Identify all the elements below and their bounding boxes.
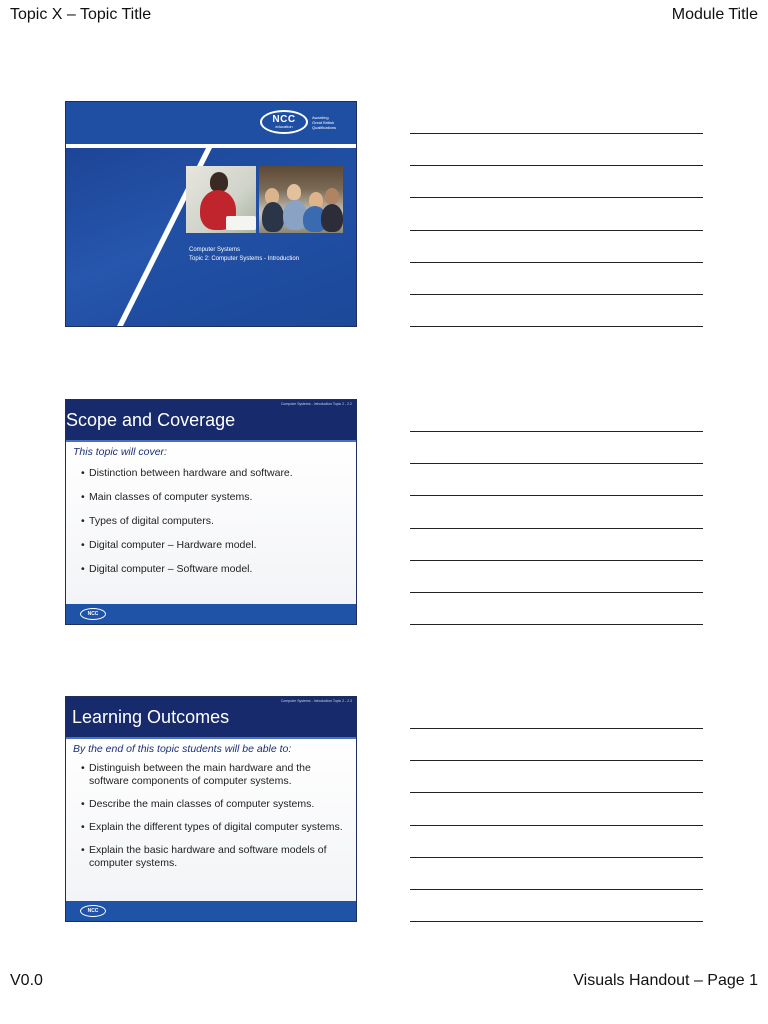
ncc-logo-oval	[260, 110, 308, 134]
ncc-footer-logo: NCC	[80, 608, 106, 620]
slide-title: Scope and Coverage	[66, 410, 236, 430]
note-line	[410, 792, 703, 793]
slide-title-thumbnail	[65, 101, 357, 327]
slide-body	[66, 739, 356, 901]
note-line	[410, 592, 703, 593]
slide-header	[66, 400, 356, 440]
bullet-item: • Explain the basic hardware and software models of computer systems.	[73, 844, 350, 870]
note-line	[410, 889, 703, 890]
ncc-logo-tagline	[312, 115, 342, 130]
header-module-title: Module Title	[671, 6, 758, 23]
slide-title: Learning Outcomes	[72, 707, 230, 727]
note-line	[410, 165, 703, 166]
note-line	[410, 463, 703, 464]
bullet-item: • Types of digital computers.	[73, 515, 350, 528]
slide-small-header: Computer Systems - Introduction Topic 2 - 2.2	[280, 402, 352, 406]
note-line	[410, 825, 703, 826]
bullet-item: • Distinction between hardware and software.	[73, 467, 350, 480]
tagline-line: Great British	[312, 119, 335, 125]
bullet-item: • Distinguish between the main hardware and the software components of computer systems.	[73, 762, 350, 788]
footer-page-label: Visuals Handout – Page 1	[573, 972, 758, 989]
header-topic-title: Topic X – Topic Title	[10, 6, 152, 23]
slide-footer	[66, 901, 356, 921]
slide-body	[66, 442, 356, 604]
bullet-item: • Digital computer – Hardware model.	[73, 539, 350, 552]
note-line	[410, 921, 703, 922]
note-line	[410, 495, 703, 496]
bullet-item: • Digital computer – Software model.	[73, 563, 350, 576]
slide-outcomes-thumbnail	[65, 696, 357, 922]
slide-footer	[66, 604, 356, 624]
note-line	[410, 431, 703, 432]
note-line	[410, 857, 703, 858]
topic-name: Topic 2: Computer Systems - Introduction	[189, 256, 300, 262]
bullet-list	[73, 762, 350, 870]
bullet-item: • Explain the different types of digital computer systems.	[73, 821, 350, 834]
bullet-item: • Describe the main classes of computer systems.	[73, 798, 350, 811]
slide-intro: By the end of this topic students will be able to:	[73, 743, 292, 755]
slide-scope-thumbnail	[65, 399, 357, 625]
note-line	[410, 133, 703, 134]
note-line	[410, 230, 703, 231]
footer-version: V0.0	[10, 972, 43, 989]
ncc-logo-subtext: education	[275, 124, 293, 129]
ncc-logo-text: NCC	[272, 114, 296, 125]
slide-header	[66, 697, 356, 737]
students-group-photo	[259, 166, 343, 233]
note-line	[410, 728, 703, 729]
note-line	[410, 560, 703, 561]
note-line	[410, 760, 703, 761]
student-writing-photo	[186, 166, 256, 233]
ncc-education-logo	[260, 110, 342, 134]
note-line	[410, 528, 703, 529]
ncc-footer-logo: NCC	[80, 905, 106, 917]
slide-intro: This topic will cover:	[73, 446, 167, 458]
title-slide-text	[189, 246, 299, 264]
note-line	[410, 197, 703, 198]
tagline-line: Awarding	[312, 114, 329, 120]
bullet-list	[73, 467, 350, 576]
note-line	[410, 262, 703, 263]
slide-small-header: Computer Systems - Introduction Topic 2 - 2.3	[280, 699, 352, 703]
tagline-line: Qualifications	[312, 124, 337, 130]
note-line	[410, 624, 703, 625]
bullet-item: • Main classes of computer systems.	[73, 491, 350, 504]
note-line	[410, 326, 703, 327]
course-name: Computer Systems	[189, 247, 241, 253]
note-line	[410, 294, 703, 295]
